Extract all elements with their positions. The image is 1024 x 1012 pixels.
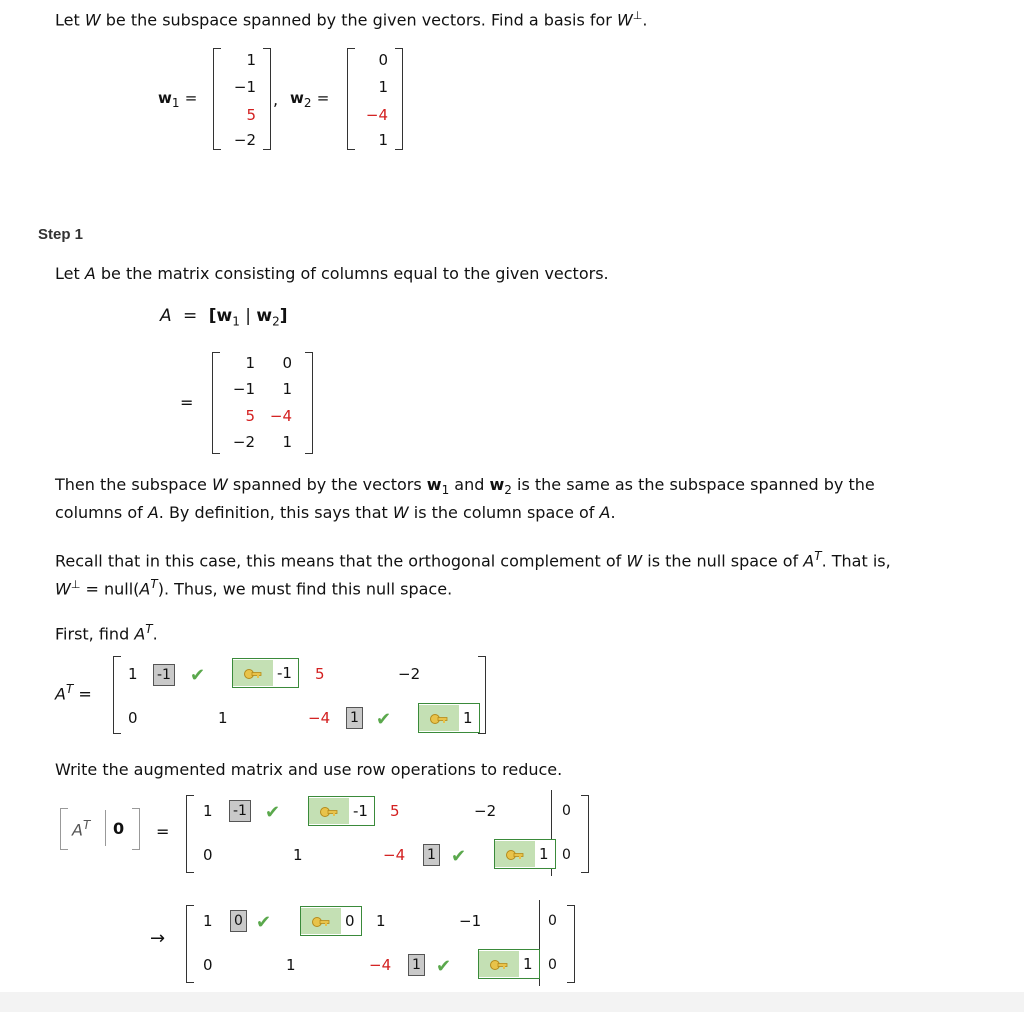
aug-label-divider (105, 810, 106, 846)
a-entry: 1 (282, 433, 292, 451)
aug-bracket-right (581, 795, 589, 873)
a-entry: −4 (269, 407, 292, 425)
aug-answer-box: -1 (229, 800, 251, 822)
key-icon (429, 710, 449, 726)
step-title: Step 1 (38, 226, 84, 243)
aug-entry: −4 (383, 846, 406, 864)
aug-label: $A^T$ (72, 818, 91, 840)
w1-entry: 5 (246, 106, 256, 124)
at-label: $A^T$ = (55, 682, 92, 704)
red-entry: −1 (459, 912, 482, 930)
aug-key-answer: 1 (494, 839, 556, 869)
w1-label: $w_1$ = (158, 89, 198, 110)
step-paragraph-2-line-1: Then the subspace W spanned by the vectors $w_1$ and $w_2$ is the same as the subspace spanned by the (55, 475, 875, 498)
prompt-end: . (642, 10, 648, 30)
aug-entry: 1 (293, 846, 303, 864)
w1-bracket-left (213, 48, 221, 150)
at-key-answer: -1 (232, 658, 299, 688)
key-icon (489, 956, 509, 972)
row-reduce-arrow: → (150, 928, 166, 949)
a-entry: 1 (282, 380, 292, 398)
aug-key-answer: -1 (308, 796, 375, 826)
step-paragraph-5: Write the augmented matrix and use row operations to reduce. (55, 760, 563, 779)
w1-entry: 1 (246, 51, 256, 69)
key-icon (319, 803, 339, 819)
red-entry: 1 (376, 912, 386, 930)
step-paragraph-1: Let A be the matrix consisting of columns equal to the given vectors. (55, 264, 609, 283)
red-bracket-right (567, 905, 575, 983)
check-icon: ✔ (265, 802, 281, 823)
aug-label-zero: 0 (113, 819, 125, 838)
red-rhs: 0 (548, 913, 557, 929)
aug-rhs: 0 (562, 847, 571, 863)
step-paragraph-4: First, find $A^T$. (55, 622, 158, 644)
check-icon: ✔ (190, 665, 206, 686)
check-icon: ✔ (376, 709, 392, 730)
a-entry: 1 (245, 354, 255, 372)
red-key-answer: 0 (300, 906, 362, 936)
prompt-text-mid: be the subspace spanned by the given vectors. Find a basis for (100, 10, 617, 30)
w-symbol: W (84, 10, 101, 30)
aug-label-bracket-right (132, 808, 140, 850)
at-answer-box: 1 (346, 707, 363, 729)
key-icon (243, 665, 263, 681)
red-key-answer: 1 (478, 949, 540, 979)
w2-bracket-left (347, 48, 355, 150)
aug-equals: = (156, 822, 170, 841)
at-entry: 5 (315, 665, 325, 683)
aug-bracket-left (186, 795, 194, 873)
a-entry: −2 (232, 433, 255, 451)
red-answer-box: 1 (408, 954, 425, 976)
at-entry: 1 (218, 709, 228, 727)
check-icon: ✔ (436, 956, 452, 977)
a-bracket-right (305, 352, 313, 454)
w2-entry: 1 (378, 131, 388, 149)
a-entry: 0 (282, 354, 292, 372)
aug-entry: 1 (203, 802, 213, 820)
aug-answer-box: 1 (423, 844, 440, 866)
at-entry: −2 (398, 665, 421, 683)
a-entry: −1 (232, 380, 255, 398)
red-entry: −4 (369, 956, 392, 974)
at-bracket-left (113, 656, 121, 734)
red-bracket-left (186, 905, 194, 983)
step-paragraph-3-line-1: Recall that in this case, this means that the orthogonal complement of W is the null space of $A^T$. That is, (55, 549, 891, 571)
w2-bracket-right (395, 48, 403, 150)
w2-entry: 0 (378, 51, 388, 69)
w2-label: $w_2$ = (290, 89, 330, 110)
check-icon: ✔ (256, 912, 272, 933)
a-entry: 5 (245, 407, 255, 425)
at-entry: −4 (308, 709, 331, 727)
at-answer-box: -1 (153, 664, 175, 686)
prompt-text: Let (55, 10, 85, 30)
aug-entry: 5 (390, 802, 400, 820)
w1-bracket-right (263, 48, 271, 150)
aug-rhs: 0 (562, 803, 571, 819)
at-entry: 0 (128, 709, 138, 727)
w-comma: , (273, 90, 279, 109)
key-icon (505, 846, 525, 862)
problem-prompt (55, 9, 647, 29)
red-entry: 1 (286, 956, 296, 974)
aug-label-bracket-left (60, 808, 68, 850)
a-bracket-left (212, 352, 220, 454)
aug-entry: 0 (203, 846, 213, 864)
red-rhs: 0 (548, 957, 557, 973)
w-symbol-2: W (616, 10, 633, 30)
w2-entry: −4 (365, 106, 388, 124)
w2-entry: 1 (378, 78, 388, 96)
aug-entry: −2 (474, 802, 497, 820)
key-icon (311, 913, 331, 929)
w1-entry: −1 (233, 78, 256, 96)
red-answer-box: 0 (230, 910, 247, 932)
step-paragraph-2-line-2: columns of A. By definition, this says that W is the column space of A. (55, 503, 616, 522)
a-equals: = (180, 393, 194, 412)
perp-sup: ⊥ (632, 9, 643, 22)
red-entry: 1 (203, 912, 213, 930)
at-key-answer: 1 (418, 703, 480, 733)
check-icon: ✔ (451, 846, 467, 867)
page-bottom-strip (0, 992, 1024, 1012)
a-definition: $A = [w_1$ | $w_2$] (160, 306, 288, 329)
at-entry: 1 (128, 665, 138, 683)
step-paragraph-3-line-2: $W^\perp = null(A^T)$. Thus, we must find this null space. (55, 577, 453, 599)
w1-entry: −2 (233, 131, 256, 149)
red-entry: 0 (203, 956, 213, 974)
